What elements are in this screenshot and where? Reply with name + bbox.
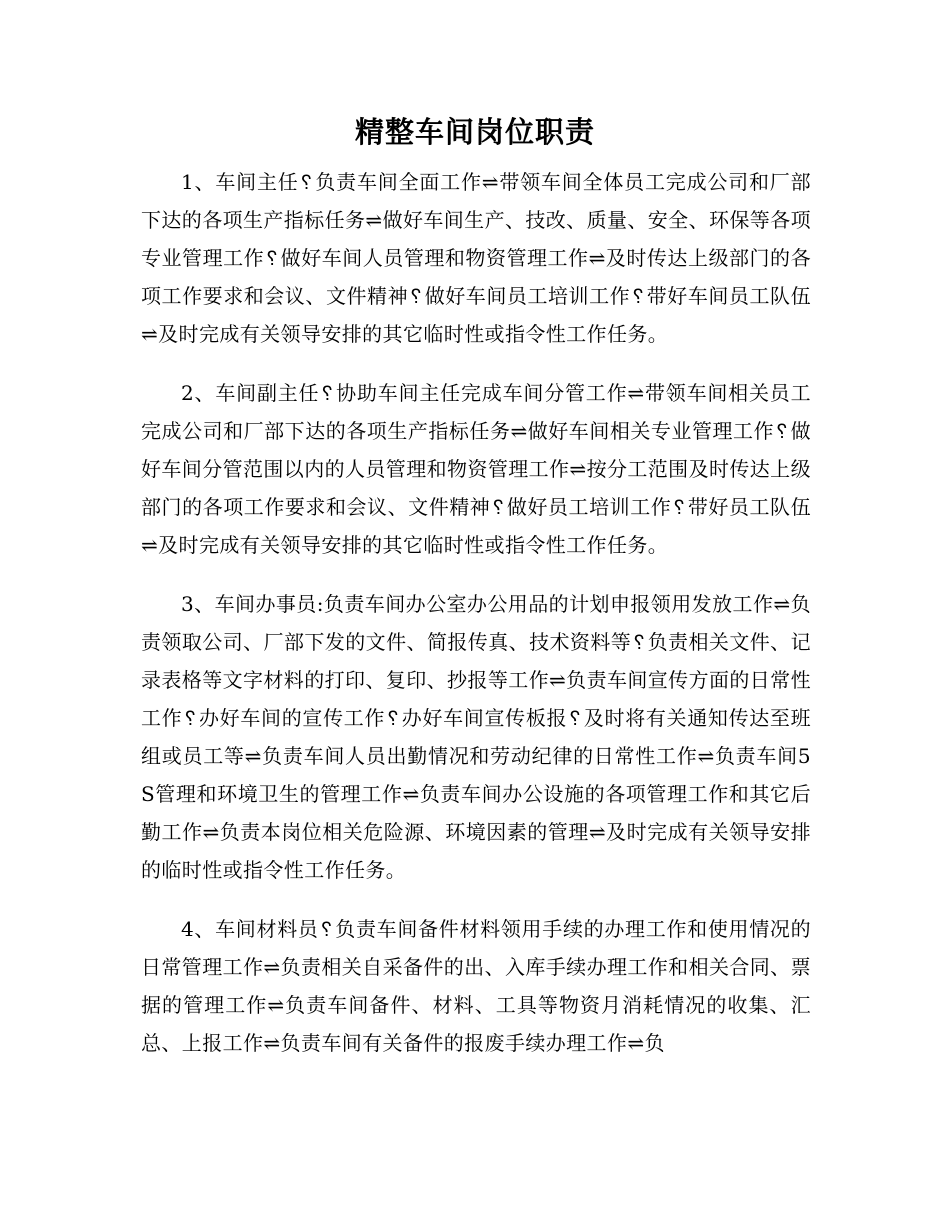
paragraph-material-officer: 4、车间材料员␦负责车间备件材料领用手续的办理工作和使用情况的日常管理工作⇌负责相关自采备件的出、入库手续办理工作和相关合同、票据的管理工作⇌负责车间备件、材料、工具等物资月消耗情况的收集、汇总、上报工作⇌负责车间有关备件的报废手续办理工作⇌负 — [141, 917, 811, 1055]
paragraph-clerk: 3、车间办事员:负责车间办公室办公用品的计划申报领用发放工作⇌负责领取公司、厂部下发的文件、简报传真、技术资料等␦负责相关文件、记录表格等文字材料的打印、复印、抄报等工作⇌负责车间宣传方面的日常性工作␦办好车间的宣传工作␦办好车间宣传板报␦及时将有关通知传达至班组或员工等⇌负责车间人员出勤情况和劳动纪律的日常性工作⇌负责车间5S管理和环境卫生的管理工作⇌负责车间办公设施的各项管理工作和其它后勤工作⇌负责本岗位相关危险源、环境因素的管理⇌及时完成有关领导安排的临时性或指令性工作任务。 — [141, 592, 811, 882]
document-body — [141, 163, 811, 1083]
document-title: 精整车间岗位职责 — [354, 115, 595, 149]
paragraph-deputy-director: 2、车间副主任␦协助车间主任完成车间分管工作⇌带领车间相关员工完成公司和厂部下达的各项生产指标任务⇌做好车间相关专业管理工作␦做好车间分管范围以内的人员管理和物资管理工作⇌按分工范围及时传达上级部门的各项工作要求和会议、文件精神␦做好员工培训工作␦带好员工队伍⇌及时完成有关领导安排的其它临时性或指令性工作任务。 — [141, 381, 811, 557]
paragraph-workshop-director: 1、车间主任␦负责车间全面工作⇌带领车间全体员工完成公司和厂部下达的各项生产指标任务⇌做好车间生产、技改、质量、安全、环保等各项专业管理工作␦做好车间人员管理和物资管理工作⇌及时传达上级部门的各项工作要求和会议、文件精神␦做好车间员工培训工作␦带好车间员工队伍⇌及时完成有关领导安排的其它临时性或指令性工作任务。 — [141, 170, 811, 346]
